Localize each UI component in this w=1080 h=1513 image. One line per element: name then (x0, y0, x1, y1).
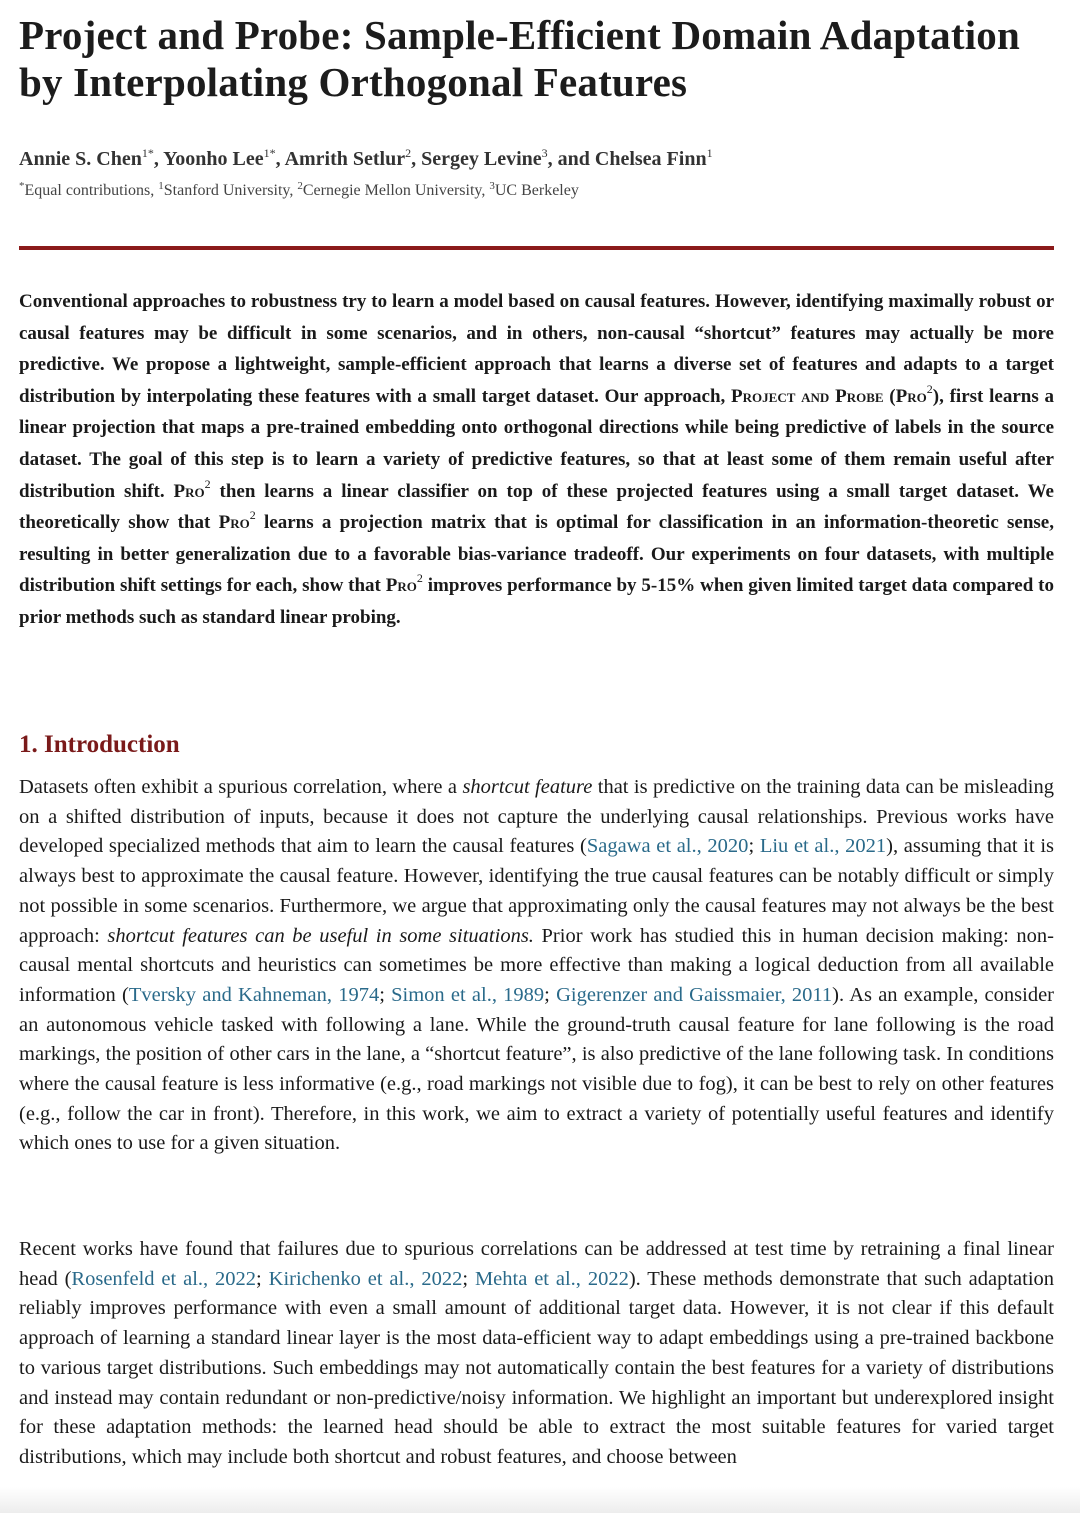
citation-link[interactable]: Mehta et al., 2022 (474, 1267, 629, 1290)
author-name: Annie S. Chen (19, 148, 142, 170)
citation-link[interactable]: Rosenfeld et al., 2022 (71, 1267, 257, 1290)
abstract-text: learns a projection matrix that is optimal for classification in an information-theoretic sense, resulting in better generalization due to a favorable bias-variance tradeoff. Our experiments on four datasets, with multiple distribution shift settings for each, show that (19, 512, 1054, 597)
citation-link[interactable]: Sagawa et al., 2020 (586, 835, 749, 858)
method-abbrev: Pro (895, 385, 927, 407)
citation-link[interactable]: Gigerenzer and Gaissmaier, 2011 (556, 983, 833, 1006)
author-separator: , (411, 148, 422, 170)
affil-mark: 1 (158, 180, 164, 192)
author-affil-mark: 1 (706, 146, 713, 160)
method-abbrev: Pro (173, 480, 205, 502)
paragraph-text (19, 1235, 1054, 1473)
author-name: Sergey Levine (421, 148, 542, 170)
method-abbrev-sup: 2 (249, 508, 256, 523)
abstract-paragraph (19, 286, 1054, 634)
section-heading: 1. Introduction (19, 731, 180, 758)
abstract-text: Conventional approaches to robustness try to learn a model based on causal features. However, identifying maximally robust or causal features may be difficult in some scenarios, and in others, non-causal “shortcut” features may actually be more predictive. We propose a lightweight, sample-efficient approach that learns a diverse set of features and adapts to a target distribution by interpolating these features with a small target dataset. Our approach, (19, 291, 1054, 407)
method-abbrev: Pro (218, 512, 250, 534)
abstract (19, 286, 1054, 634)
text-run: ). As an example, consider an autonomous vehicle tasked with following a lane. While the ground-truth causal feature for lane following is the road markings, the position of other cars in the lane, a “shortcut feature”, is also predictive of the lane following task. In conditions where the causal feature is less informative (e.g., road markings not visible due to fog), it can be best to rely on other features (e.g., follow the car in front). Therefore, in this work, we aim to extract a variety of potentially useful features and identify which ones to use for a given situation. (19, 983, 1055, 1155)
affil-mark: 2 (297, 180, 303, 192)
text-run: ). These methods demonstrate that such adaptation reliably improves performance with even a small amount of additional target data. However, it is not clear if this default approach of learning a standard linear layer is the most data-efficient way to adapt embeddings using a pre-trained backbone to various target distributions. Such embeddings may not automatically contain the best features for a variety of distributions and instead may contain redundant or non-predictive/noisy information. We highlight an important but underexplored insight for these adaptation methods: the learned head should be able to extract the most suitable features for varied target distributions, which may include both shortcut and robust features, and choose between (19, 1267, 1055, 1468)
title-divider (19, 246, 1054, 250)
text-run: that is predictive on the training data can be misleading on a shifted distribution of inputs, because it does not capture the underlying causal relationships. Previous works have developed specialized methods that aim to learn the causal features ( (19, 776, 1055, 858)
method-abbrev: Pro (385, 575, 417, 597)
bottom-fade (0, 1487, 1080, 1513)
abstract-text: then learns a linear classifier on top of these projected features using a small target dataset. We theoretically show that (19, 480, 1054, 534)
emphasis: shortcut feature (462, 776, 593, 798)
text-run: ; (462, 1267, 475, 1290)
method-abbrev-sup: 2 (416, 571, 423, 586)
author-name: Chelsea Finn (594, 148, 707, 170)
author-affil-mark: 2 (405, 146, 412, 160)
emphasis: shortcut features can be useful in some situations. (107, 924, 534, 947)
citation-link[interactable]: Kirichenko et al., 2022 (268, 1267, 463, 1290)
author-separator: , (153, 148, 164, 170)
text-run: Datasets often exhibit a spurious correlation, where a (19, 776, 463, 798)
author-affil-mark: 1* (263, 146, 276, 160)
method-abbrev-sup: 2 (926, 381, 933, 396)
text-run: Recent works have found that failures due to spurious correlations can be addressed at test time by retraining a final linear head ( (19, 1238, 1054, 1290)
affil-text: UC Berkeley (494, 182, 579, 199)
author-name: Yoonho Lee (163, 148, 264, 170)
affiliation-line (19, 180, 1054, 202)
affil-mark: * (19, 180, 25, 192)
citation-link[interactable]: Tversky and Kahneman, 1974 (128, 983, 380, 1006)
author-name: Amrith Setlur (284, 148, 406, 170)
body-paragraph (19, 1235, 1054, 1473)
text-run: ; (256, 1267, 269, 1290)
citation-link[interactable]: Simon et al., 1989 (391, 983, 545, 1006)
body-paragraph (19, 773, 1054, 1159)
author-list (19, 145, 1054, 173)
method-abbrev-sup: 2 (204, 476, 211, 491)
abstract-text: improves performance by 5-15% when given limited target data compared to prior methods such as standard linear probing. (19, 575, 1054, 628)
affil-mark: 3 (489, 180, 495, 192)
abstract-text: ), first learns a linear projection that maps a pre-trained embedding onto orthogonal directions while being predictive of labels in the source dataset. The goal of this step is to learn a variety of predictive features, so that at least some of them remain useful after distribution shift. (19, 385, 1054, 502)
citation-link[interactable]: Liu et al., 2021 (759, 835, 887, 858)
text-run: ; (379, 983, 392, 1006)
author-affil-mark: 1* (141, 146, 154, 160)
affil-text: Cernegie Mellon University, (302, 182, 490, 199)
author-separator: , (275, 148, 285, 170)
author-affil-mark: 3 (541, 146, 548, 160)
affil-text: Equal contributions, (24, 182, 159, 199)
paragraph-text (19, 773, 1054, 1159)
text-run: ), assuming that it is always best to approximate the causal feature. However, identifying the true causal features can be notably difficult or simply not possible in some scenarios. Furthermore, we argue that approximating only the causal features may not always be the best approach: (19, 835, 1055, 947)
abstract-text: ( (883, 385, 896, 407)
paper-title: Project and Probe: Sample-Efficient Domain Adaptation by Interpolating Orthogonal Features (19, 12, 1021, 105)
affil-text: Stanford University, (163, 182, 298, 199)
method-name: Project and Probe (731, 385, 884, 407)
text-run: ; (544, 983, 557, 1006)
author-separator: , and (547, 148, 595, 170)
text-run: ; (748, 835, 760, 858)
text-run: Prior work has studied this in human decision making: non-causal mental shortcuts and heuristics can sometimes be more effective than making a logical deduction from all available information ( (19, 924, 1054, 1006)
